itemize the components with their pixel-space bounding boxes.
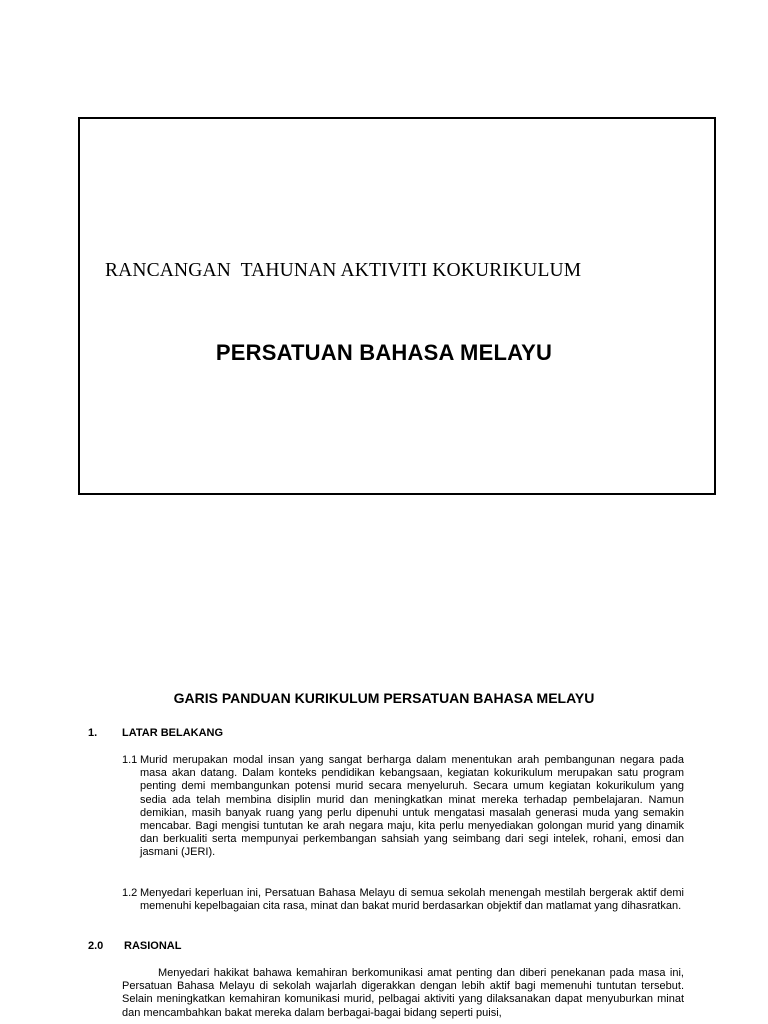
paragraph-number: 1.2 — [122, 887, 138, 899]
paragraph-text: Murid merupakan modal insan yang sangat berharga dalam menentukan arah pembangunan negara pada masa akan datang. Dalam konteks pendidikan kebangsaan, kegiatan kokurikulum merupakan satu program penting demi membangunkan potensi murid secara menyeluruh. Secara umum kegiatan kokurikulum yang sedia ada telah membina disiplin murid dan meningkatkan minat mereka terhadap pembelajaran. Namun demikian, masih banyak ruang yang perlu dipenuhi untuk mengatasi masalah generasi muda yang semakin mencabar. Bagi mengisi tuntutan ke arah negara maju, kita perlu menyediakan golongan murid yang dinamik dan berkualiti serta mempunyai perkembangan sahsiah yang seimbang dari segi intelek, rohani, emosi dan jasmani (JERI). — [140, 754, 684, 859]
paragraph-number: 1.1 — [122, 754, 138, 766]
cover-subtitle: PERSATUAN BAHASA MELAYU — [215, 340, 553, 365]
section-title: LATAR BELAKANG — [122, 727, 224, 739]
section-number: 2.0 — [88, 940, 104, 952]
rasional-paragraph: Menyedari hakikat bahawa kemahiran berkomunikasi amat penting dan diberi penekanan pada masa ini, Persatuan Bahasa Melayu di sekolah wajarlah digerakkan dengan lebih aktif bagi memenuhi tuntutan tersebut. Selain meningkatkan kemahiran komunikasi murid, pelbagai aktiviti yang dilaksanakan dapat menyuburkan minat dan mencambahkan bakat mereka dalam berbagai-bagai bidang seperti puisi, — [122, 967, 684, 1019]
section-title: RASIONAL — [124, 940, 182, 952]
paragraph-text: Menyedari keperluan ini, Persatuan Bahasa Melayu di semua sekolah menengah mestilah bergerak aktif demi memenuhi kepelbagaian cita rasa, minat dan bakat murid berdasarkan objektif dan matlamat yang dihasratkan. — [140, 887, 684, 913]
cover-box — [78, 117, 716, 495]
document-heading: GARIS PANDUAN KURIKULUM PERSATUAN BAHASA MELAYU — [173, 690, 595, 706]
section-number: 1. — [88, 727, 98, 739]
paragraph-1-2 — [122, 887, 684, 913]
cover-title: RANCANGAN TAHUNAN AKTIVITI KOKURIKULUM — [105, 260, 582, 281]
paragraph-1-1 — [122, 754, 684, 860]
